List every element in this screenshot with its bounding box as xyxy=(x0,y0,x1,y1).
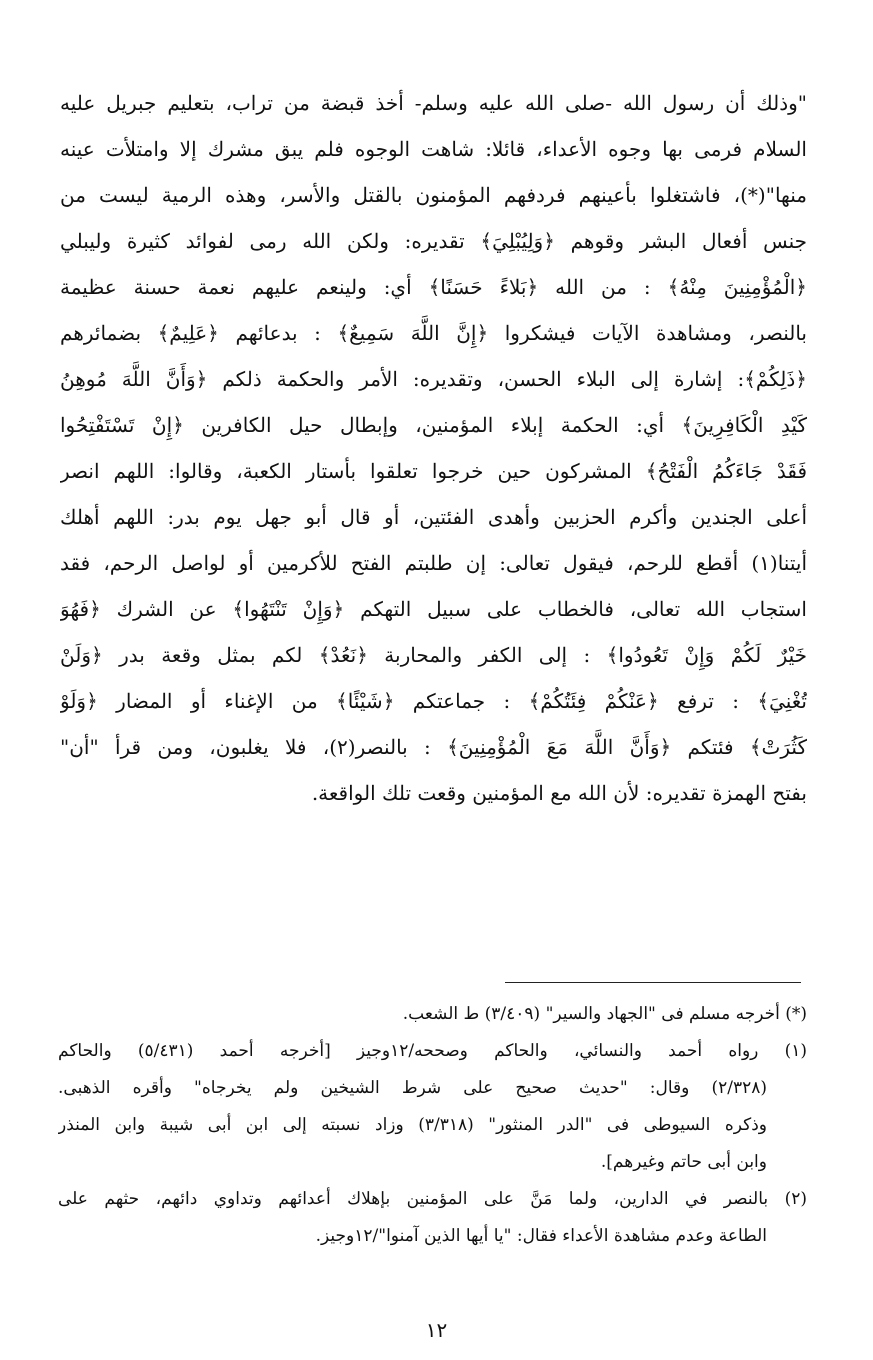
footnote-line: (*) أخرجه مسلم فى "الجهاد والسير" (٣/٤٠٩) ط الشعب. xyxy=(402,1004,807,1024)
text-line: بفتح الهمزة تقديره: لأن الله مع المؤمنين وقعت تلك الواقعة. xyxy=(311,781,807,805)
footnote-separator xyxy=(505,982,801,983)
footnote-line: (٢) بالنصر في الدارين، ولما مَنَّ على المؤمنين بإهلاك أعدائهم وتداوي دائهم، حثهم على xyxy=(58,1189,807,1209)
text-line: كَثُرَتْ﴾ فئتكم ﴿وَأَنَّ اللَّهَ مَعَ الْمُؤْمِنِينَ﴾ : بالنصر(٢)، فلا يغلبون، ومن قرأ "أن" xyxy=(60,735,807,759)
text-line: ﴿الْمُؤْمِنِينَ مِنْهُ﴾ : من الله ﴿بَلاءً حَسَنًا﴾ أي: ولينعم عليهم نعمة حسنة عظيمة xyxy=(60,275,807,299)
text-line: كَيْدِ الْكَافِرِينَ﴾ أي: الحكمة إبلاء المؤمنين، وإبطال حيل الكافرين ﴿إِنْ تَسْتَفْتِحُوا xyxy=(60,413,807,437)
footnote-line: (٢/٣٢٨) وقال: "حديث صحيح على شرط الشيخين ولم يخرجاه" وأقره الذهبى. xyxy=(58,1078,767,1098)
text-line: ﴿ذَلِكُمْ﴾: إشارة إلى البلاء الحسن، وتقديره: الأمر والحكمة ذلكم ﴿وَأَنَّ اللَّهَ مُوهِنُ xyxy=(60,367,807,391)
footnote-line: (١) رواه أحمد والنسائي، والحاكم وصححه/١٢وجيز [أخرجه أحمد (٥/٤٣١) والحاكم xyxy=(58,1041,807,1061)
text-line: تُغْنِيَ﴾ : ترفع ﴿عَنْكُمْ فِئَتُكُمْ﴾ : جماعتكم ﴿شَيْئًا﴾ من الإغناء أو المضار ﴿وَلَوْ xyxy=(60,689,807,713)
text-line: "وذلك أن رسول الله -صلى الله عليه وسلم- أخذ قبضة من تراب، بتعليم جبريل عليه xyxy=(60,91,807,115)
footnote-line: وذكره السيوطى فى "الدر المنثور" (٣/٣١٨) وزاد نسبته إلى ابن أبى شيبة وابن المنذر xyxy=(58,1115,768,1135)
text-line: منها"(*)، فاشتغلوا بأعينهم فردفهم المؤمنون بالقتل والأسر، وهذه الرمية ليست من xyxy=(60,183,807,207)
main-text xyxy=(60,80,807,816)
footnotes xyxy=(58,996,807,1255)
text-line: جنس أفعال البشر وقوهم ﴿وَلِيُبْلِيَ﴾ تقديره: ولكن الله رمى لفوائد كثيرة وليبلي xyxy=(60,229,807,253)
footnote-line: الطاعة وعدم مشاهدة الأعداء فقال: "يا أيها الذين آمنوا"/١٢وجيز. xyxy=(315,1226,767,1246)
text-line: فَقَدْ جَاءَكُمُ الْفَتْحُ﴾ المشركون حين خرجوا تعلقوا بأستار الكعبة، وقالوا: اللهم انصر xyxy=(60,459,807,483)
footnote-line: وابن أبى حاتم وغيرهم]. xyxy=(600,1152,767,1172)
text-line: أعلى الجندين وأكرم الحزبين وأهدى الفئتين، أو قال أبو جهل يوم بدر: اللهم أهلك xyxy=(60,505,807,529)
text-line: السلام فرمى بها وجوه الأعداء، قائلا: شاهت الوجوه فلم يبق مشرك إلا وامتلأت عينه xyxy=(60,137,807,161)
text-line: خَيْرٌ لَكُمْ وَإِنْ تَعُودُوا﴾ : إلى الكفر والمحاربة ﴿نَعُدْ﴾ لكم بمثل وقعة بدر ﴿وَلَنْ xyxy=(60,643,807,667)
text-line: أيتنا(١) أقطع للرحم، فيقول تعالى: إن طلبتم الفتح للأكرمين أو لواصل الرحم، فقد xyxy=(60,551,807,575)
page-number: ١٢ xyxy=(425,1318,448,1342)
text-line: بالنصر، ومشاهدة الآيات فيشكروا ﴿إِنَّ اللَّهَ سَمِيعٌ﴾ : بدعائهم ﴿عَلِيمٌ﴾ بضمائرهم xyxy=(60,321,807,345)
text-line: استجاب الله تعالى، فالخطاب على سبيل التهكم ﴿وَإِنْ تَنْتَهُوا﴾ عن الشرك ﴿فَهُوَ xyxy=(60,597,807,621)
